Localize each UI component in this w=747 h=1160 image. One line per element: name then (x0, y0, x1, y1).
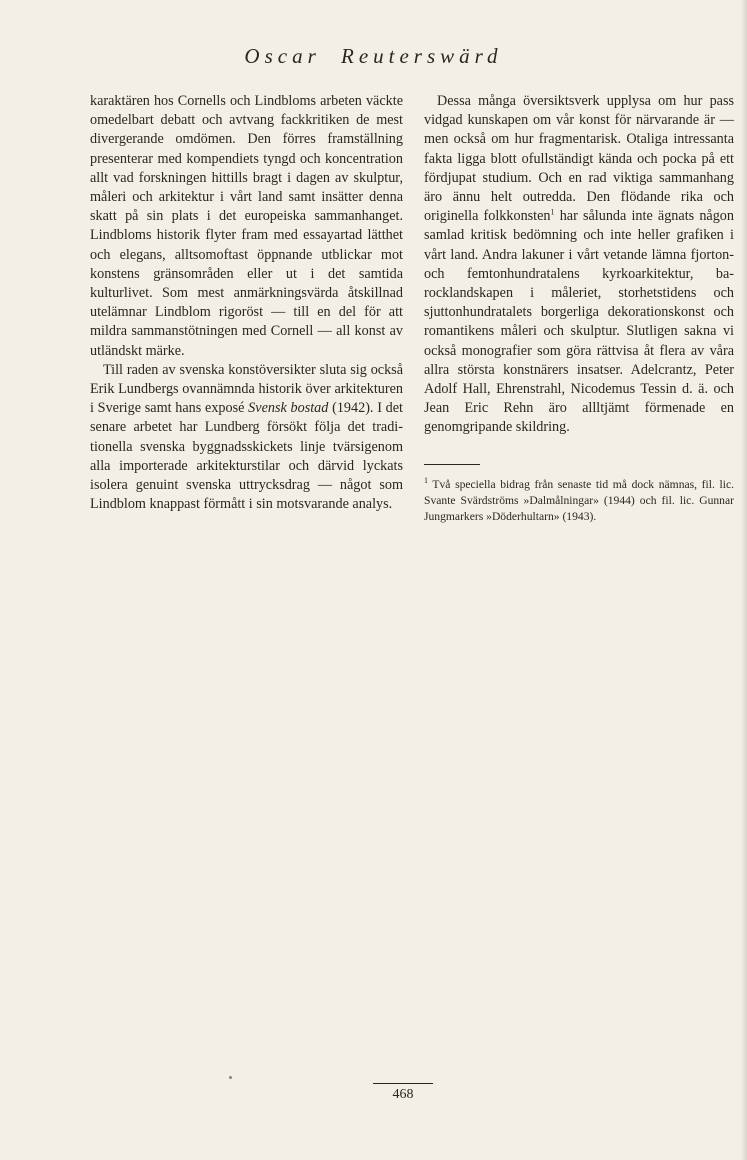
right-paragraph-1-text-a: Dessa många översiktsverk upplysa om hur pass vidgad kunskapen om vår konst för närvarande är — men också om hur fragmentarisk. Otaliga intressanta fakta ligga blott ofullständigt kända och pocka på ett fördjupat studium. Och en rad viktiga sammanhang äro ännu helt outredda. Den flödande rika och originella folkkonsten (424, 93, 734, 225)
left-column (90, 92, 403, 514)
page-edge (741, 0, 747, 1160)
left-paragraph-1: karaktären hos Cornells och Lindbloms arbeten väckte omedelbart debatt och avtvang fackkritiken de mest divergerande omdömen. Den förres framställning presenterar med kompendiets tyngd och koncentration allt vad forskningen hittills bragt i dagen av skulptur, måleri och arkitektur i vårt land samt insätter denna skatt på sin plats i det europeiska sammanhanget. Lindbloms historik flyter fram med essayartad lätthet och elegans, alltsomoftast öppnande utblickar mot konstens gränsområden eller ut i det samtida kulturlivet. Som mest anmärkningsvärda åtskillnad utelämnar Lindblom rigoröst — till en del för att mildra sammanstötningen med Cornell — all konst av utländskt märke. (90, 93, 403, 359)
right-paragraph-1-text-b: har sålunda inte ägnats någon samlad kritisk bedömning och inte heller grafiken i vårt land. Andra lakuner i vårt vetande lämna fjorton- och femtonhundratalens kyrkoarkitektur, barocklandskapen i måleriet, storhetstidens och sjuttonhundratalets borgerliga dekorationskonst och romantikens måleri och skulptur. Slutligen sakna vi också monografier som göra rättvisa åt flera av våra allra största konstnärers insatser. Adelcrantz, Peter Adolf Hall, Ehrenstrahl, Nicodemus Tessin d. ä. och Jean Eric Rehn äro allltjämt förmenade en genomgripande skildring. (424, 208, 734, 436)
speck-mark (229, 1076, 232, 1079)
left-paragraph-2-text-a: Till raden av svenska konstöversikter sluta sig också Erik Lundbergs ovannämnda historik över arkitekturen i Sverige samt hans exposé (90, 361, 403, 417)
footnote-text: Två speciella bidrag från senaste tid må dock nämnas, fil. lic. Svante Svärdströms »Dalmålningar» (1944) och fil. lic. Gunnar Jungmarkers »Döderhultarn» (1943). (424, 477, 734, 524)
footnote (424, 477, 734, 526)
left-paragraph-2 (90, 361, 403, 515)
footnote-reference: 1 (550, 207, 555, 217)
right-paragraph-1 (424, 92, 734, 438)
right-column (424, 92, 734, 525)
page-number: 468 (373, 1083, 433, 1103)
footnote-marker: 1 (424, 475, 428, 485)
running-head: Oscar Reuterswärd (244, 44, 503, 68)
footnote-rule (424, 464, 480, 465)
book-title-svensk-bostad: Svensk bostad (248, 400, 329, 417)
left-paragraph-2-text-b: (1942). I det senare arbetet har Lundberg försökt följa det traditionella svenska byggnadsskickets linje tvärsigenom alla importerade arkitekturstilar och därvid lyckats isolera genuint svenska uttrycksdrag — något som Lindblom knappast förmått i sin motsvarande analys. (90, 400, 403, 513)
